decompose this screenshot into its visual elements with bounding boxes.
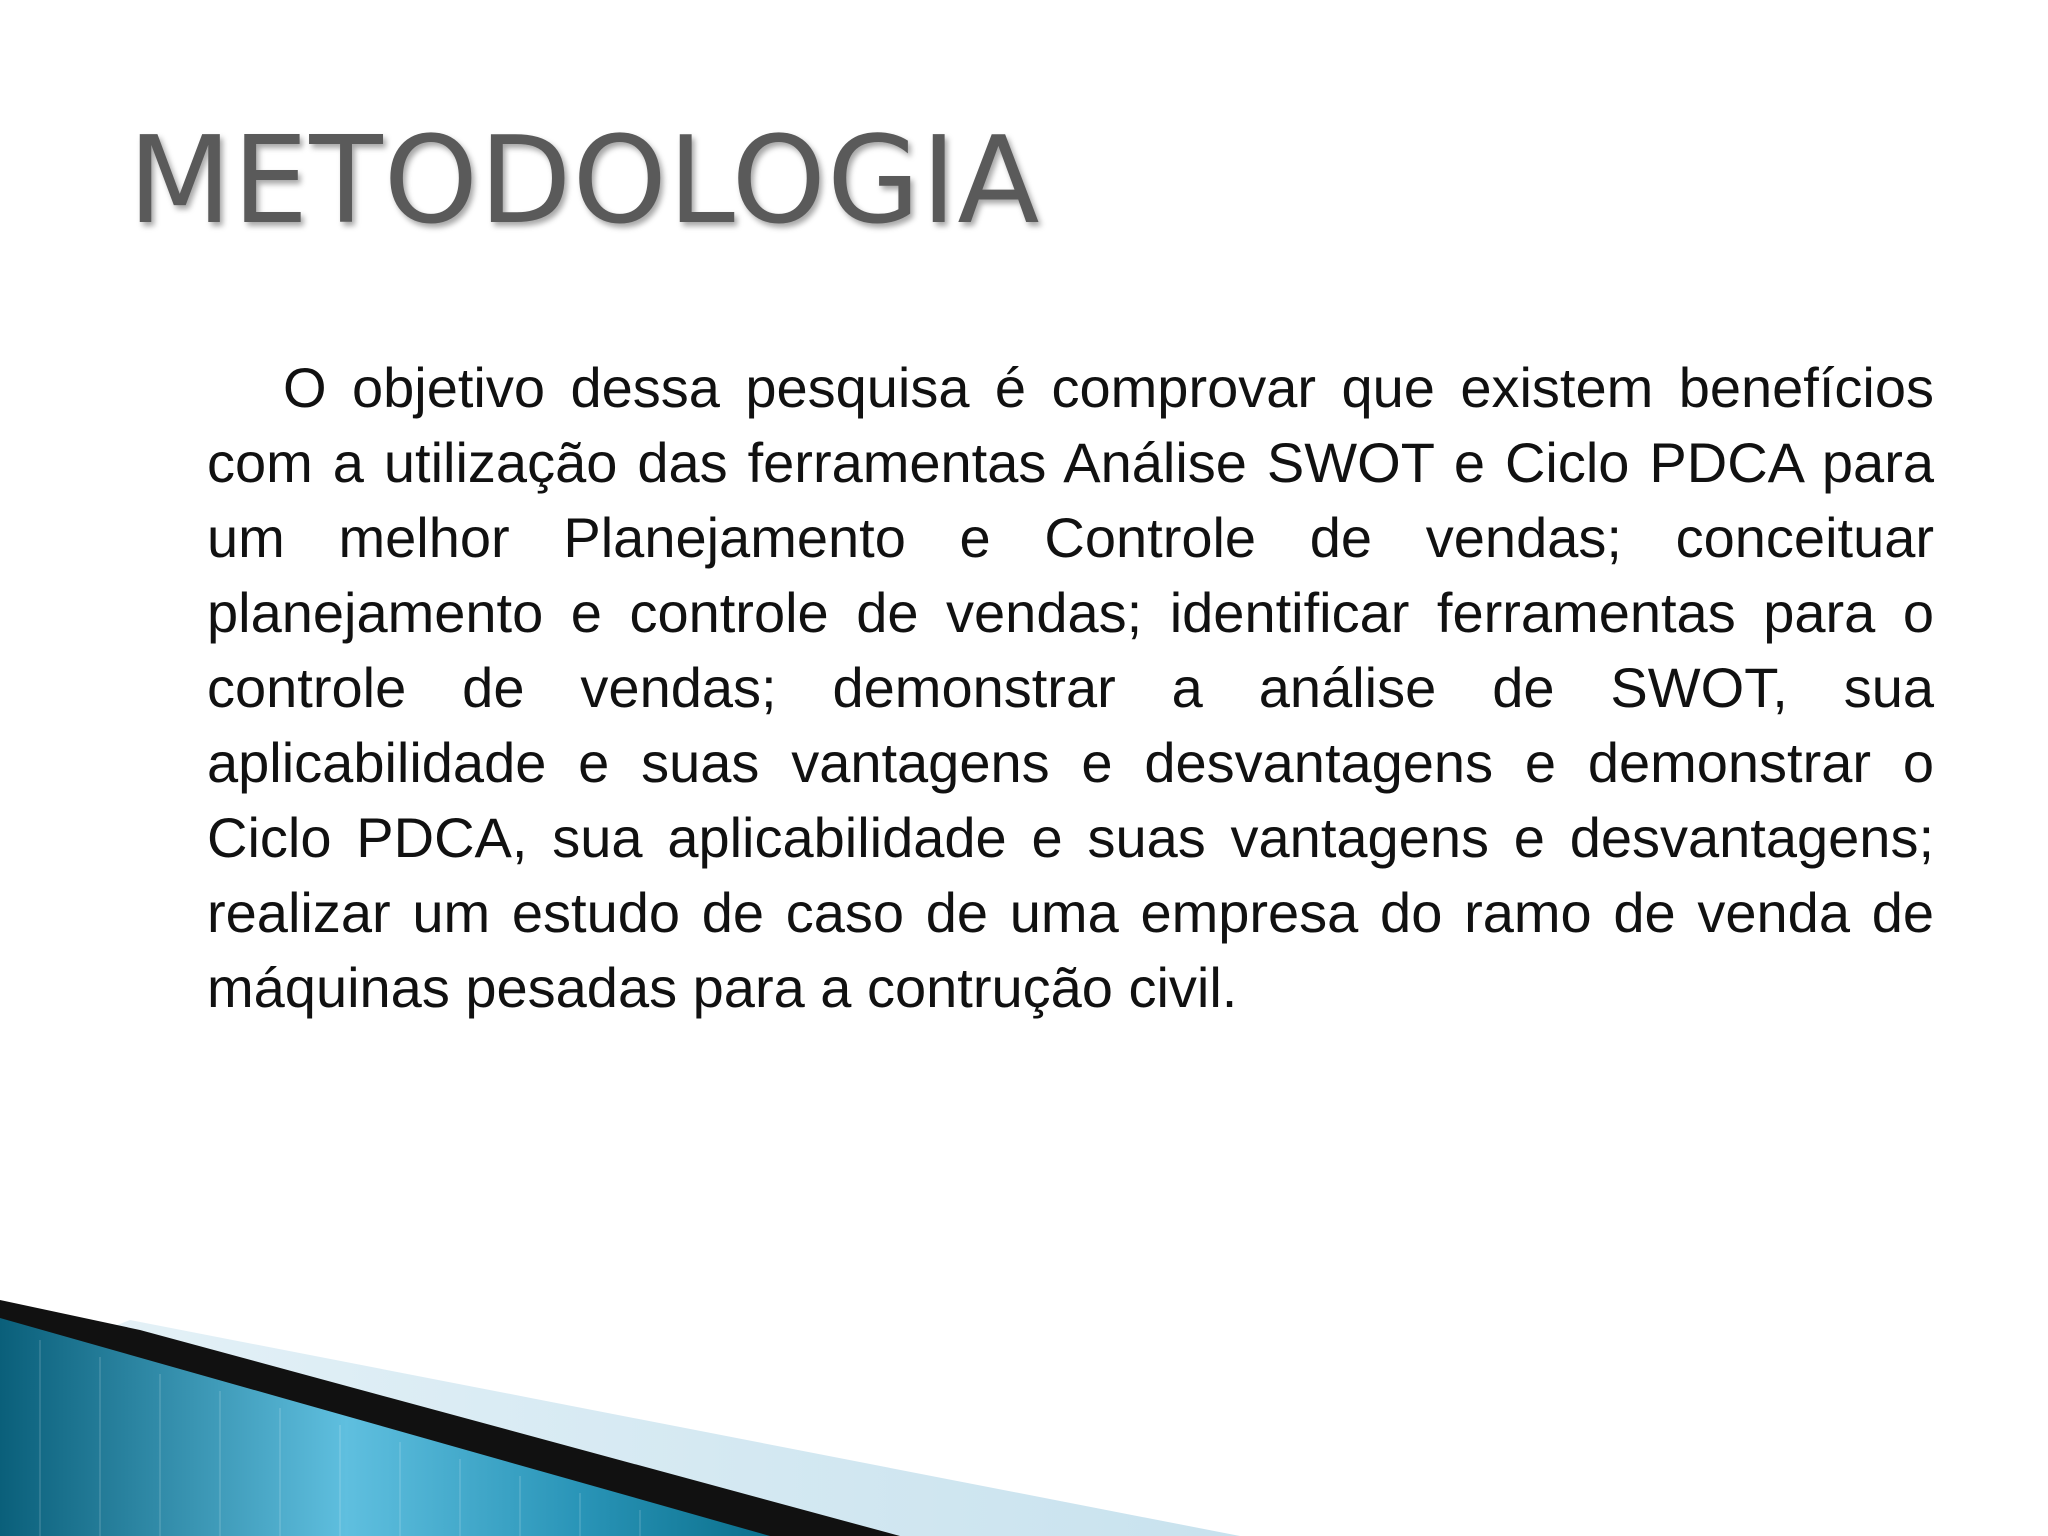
slide-title: METODOLOGIA xyxy=(128,112,1041,251)
decorative-swoosh xyxy=(0,1280,2048,1536)
slide-body-text: O objetivo dessa pesquisa é comprovar que existem benefícios com a utilização das ferramentas Análise SWOT e Ciclo PDCA para um melhor Planejamento e Controle de vendas; conceituar planejamento e controle de vendas; identificar ferramentas para o controle de vendas; demonstrar a análise de SWOT, sua aplicabilidade e suas vantagens e desvantagens e demonstrar o Ciclo PDCA, sua aplicabilidade e suas vantagens e desvantagens; realizar um estudo de caso de uma empresa do ramo de venda de máquinas pesadas para a contrução civil. xyxy=(207,356,1934,1019)
